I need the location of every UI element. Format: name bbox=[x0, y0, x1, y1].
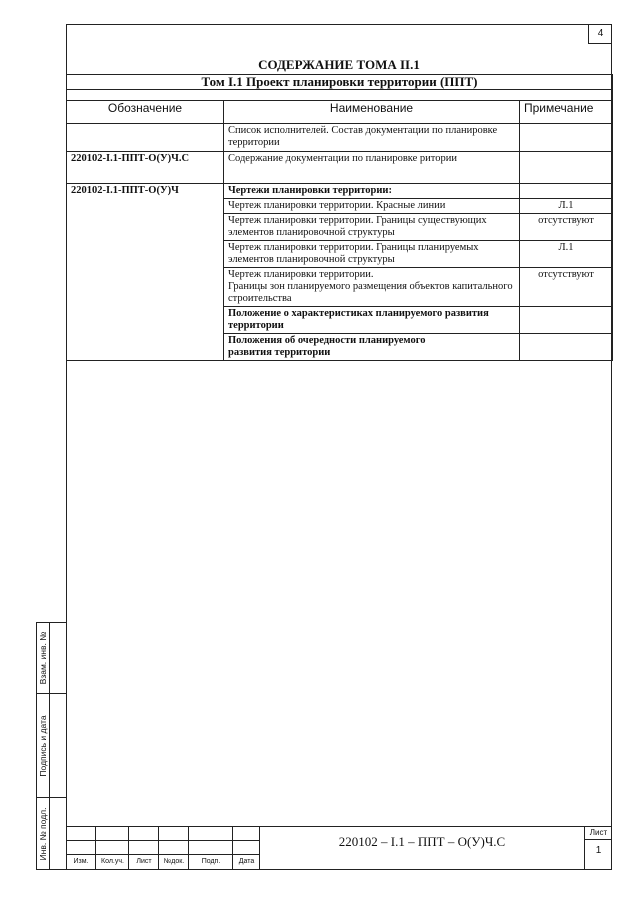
tb-izm: Изм. bbox=[73, 858, 89, 865]
tb-podp: Подп. bbox=[201, 858, 221, 865]
row-name: Чертежи планировки территории: bbox=[224, 184, 520, 199]
row-name-line1: Положения об очередности планируемого bbox=[228, 335, 426, 346]
row-name-line2: развития территории bbox=[228, 347, 331, 358]
row-name: Содержание документации по планировке ритории bbox=[224, 152, 520, 184]
tb-ndok: №док. bbox=[163, 858, 185, 865]
row-note bbox=[520, 152, 613, 184]
side-label-podpis: Подпись и дата bbox=[38, 714, 48, 777]
row-name-line1: Чертеж планировки территории. bbox=[228, 269, 374, 280]
column-header-code: Обозначение bbox=[67, 101, 224, 124]
row-name bbox=[224, 268, 520, 307]
tb-sheet-label: Лист bbox=[584, 826, 612, 840]
table-row bbox=[67, 184, 613, 199]
row-name: Чертеж планировки территории. Границы планируемых элементов планировочной структуры bbox=[224, 241, 520, 268]
row-name bbox=[224, 334, 520, 361]
table-row bbox=[67, 152, 613, 184]
row-note bbox=[520, 307, 613, 334]
tb-kol: Кол.уч. bbox=[101, 858, 124, 865]
volume-header: Том I.1 Проект планировки территории (ППТ) bbox=[67, 75, 613, 90]
row-note: Л.1 bbox=[520, 199, 613, 214]
tb-data: Дата bbox=[238, 858, 255, 865]
side-label-vzam: Взам. инв. № bbox=[38, 631, 48, 685]
document-title: СОДЕРЖАНИЕ ТОМА II.1 bbox=[258, 57, 420, 72]
tb-list: Лист bbox=[136, 858, 152, 865]
row-name: Список исполнителей. Состав документации по планировке территории bbox=[224, 124, 520, 152]
column-header-note: Примечание bbox=[520, 101, 613, 124]
row-note bbox=[520, 184, 613, 199]
table-row bbox=[67, 124, 613, 152]
volume-header-row bbox=[67, 75, 613, 90]
row-note: отсутствуют bbox=[520, 268, 613, 307]
side-label-inv: Инв. № подл. bbox=[38, 807, 48, 860]
row-note: отсутствуют bbox=[520, 214, 613, 241]
row-note bbox=[520, 334, 613, 361]
column-header-name: Наименование bbox=[224, 101, 520, 124]
column-header-row bbox=[67, 101, 613, 124]
row-note bbox=[520, 124, 613, 152]
title-block bbox=[66, 826, 612, 870]
row-code bbox=[67, 124, 224, 152]
group-code: 220102-I.1-ППТ-О(У)Ч bbox=[67, 184, 224, 361]
page-number: 4 bbox=[588, 24, 612, 44]
tb-sheet-value: 1 bbox=[584, 840, 612, 870]
row-name: Чертеж планировки территории. Красные линии bbox=[224, 199, 520, 214]
tb-document-code: 220102 – I.1 – ППТ – О(У)Ч.С bbox=[338, 834, 506, 849]
side-stamp-podpis bbox=[36, 694, 66, 798]
side-stamp-vzam bbox=[36, 622, 66, 694]
row-name: Чертеж планировки территории. Границы существующих элементов планировочной структуры bbox=[224, 214, 520, 241]
row-name-line2: Границы зон планируемого размещения объектов капитального строительства bbox=[228, 281, 513, 304]
row-name: Положение о характеристиках планируемого развития территории bbox=[224, 307, 520, 334]
row-note: Л.1 bbox=[520, 241, 613, 268]
row-code: 220102-I.1-ППТ-О(У)Ч.С bbox=[67, 152, 224, 184]
contents-table bbox=[66, 74, 613, 361]
side-stamp-inv bbox=[36, 798, 66, 870]
